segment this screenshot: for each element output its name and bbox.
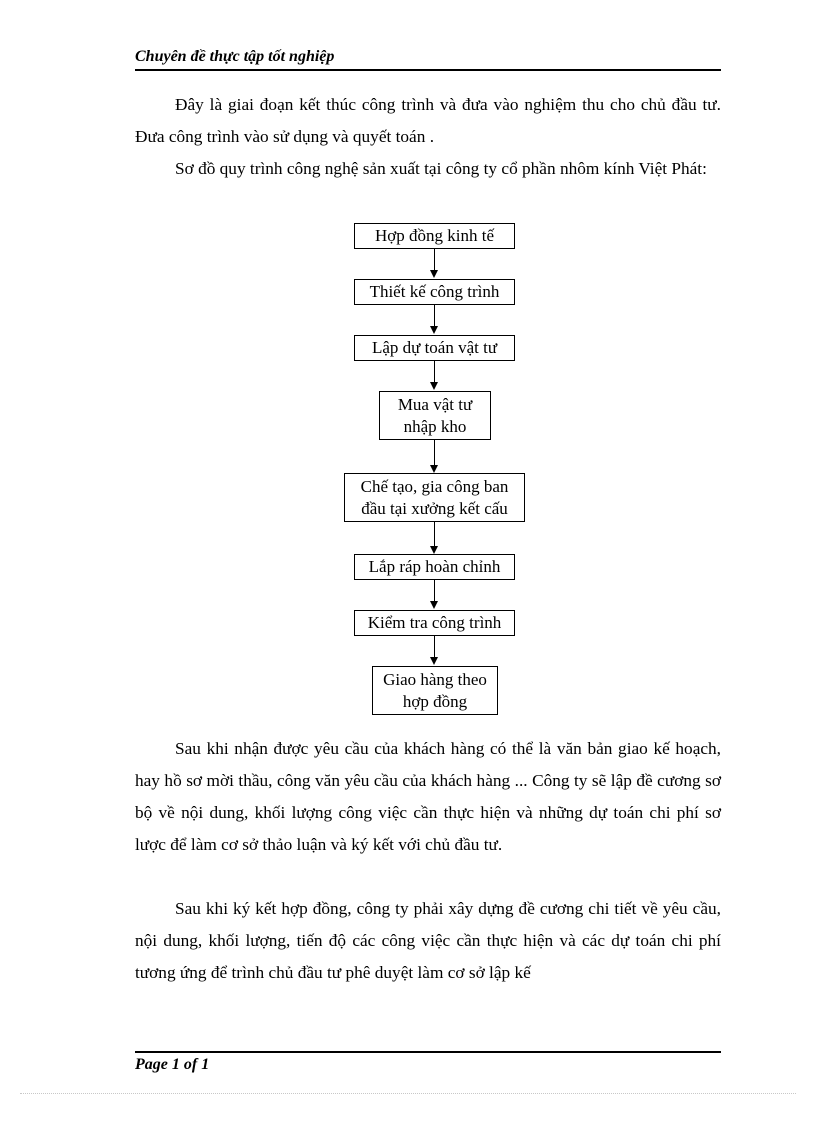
flow-step-inspection: Kiểm tra công trình [354,610,515,636]
paragraph-1: Đây là giai đoạn kết thúc công trình và đưa vào nghiệm thu cho chủ đầu tư. Đưa công trình vào sử dụng và quyết toán . [135,95,721,146]
header-rule [135,69,721,71]
flow-step-contract: Hợp đồng kinh tế [354,223,515,249]
flow-arrowhead-6 [430,601,438,609]
flow-arrow-1 [434,249,435,271]
flow-step-design: Thiết kế công trình [354,279,515,305]
paragraph-3: Sau khi nhận được yêu cầu của khách hàng có thể là văn bản giao kế hoạch, hay hồ sơ mời thầu, công văn yêu cầu của khách hàng ... Công ty sẽ lập đề cương sơ bộ về nội dung, khối lượng công việc cần thực hiện và những dự toán chi phí sơ lược để làm cơ sở thảo luận và ký kết với chủ đầu tư. [135,739,721,854]
flow-step-fabrication: Chế tạo, gia công ban đầu tại xưởng kết cấu [344,473,525,522]
flow-arrowhead-3 [430,382,438,390]
flow-arrowhead-1 [430,270,438,278]
flow-step-assembly: Lắp ráp hoàn chỉnh [354,554,515,580]
paragraph-4: Sau khi ký kết hợp đồng, công ty phải xây dựng đề cương chi tiết về yêu cầu, nội dung, khối lượng, tiến độ các công việc cần thực hiện và các dự toán chi phí tương ứng để trình chủ đầu tư phê duyệt làm cơ sở lập kế [135,899,721,982]
flow-step-delivery: Giao hàng theo hợp đồng [372,666,498,715]
flow-arrow-6 [434,580,435,602]
flow-arrow-4 [434,440,435,466]
footer-page-label: Page 1 of 1 [135,1056,210,1073]
paragraph-2: Sơ đồ quy trình công nghệ sản xuất tại công ty cổ phần nhôm kính Việt Phát: [175,159,707,178]
header-title: Chuyên đề thực tập tốt nghiệp [135,48,335,65]
flow-arrowhead-5 [430,546,438,554]
flow-arrow-7 [434,636,435,658]
flow-arrow-2 [434,305,435,327]
flow-step-estimate: Lập dự toán vật tư [354,335,515,361]
flow-arrow-3 [434,361,435,383]
flow-arrowhead-4 [430,465,438,473]
flow-arrowhead-2 [430,326,438,334]
flow-arrow-5 [434,522,435,547]
footer-rule [135,1051,721,1053]
flow-step-purchase: Mua vật tư nhập kho [379,391,491,440]
page-edge-divider [20,1093,796,1094]
flow-arrowhead-7 [430,657,438,665]
